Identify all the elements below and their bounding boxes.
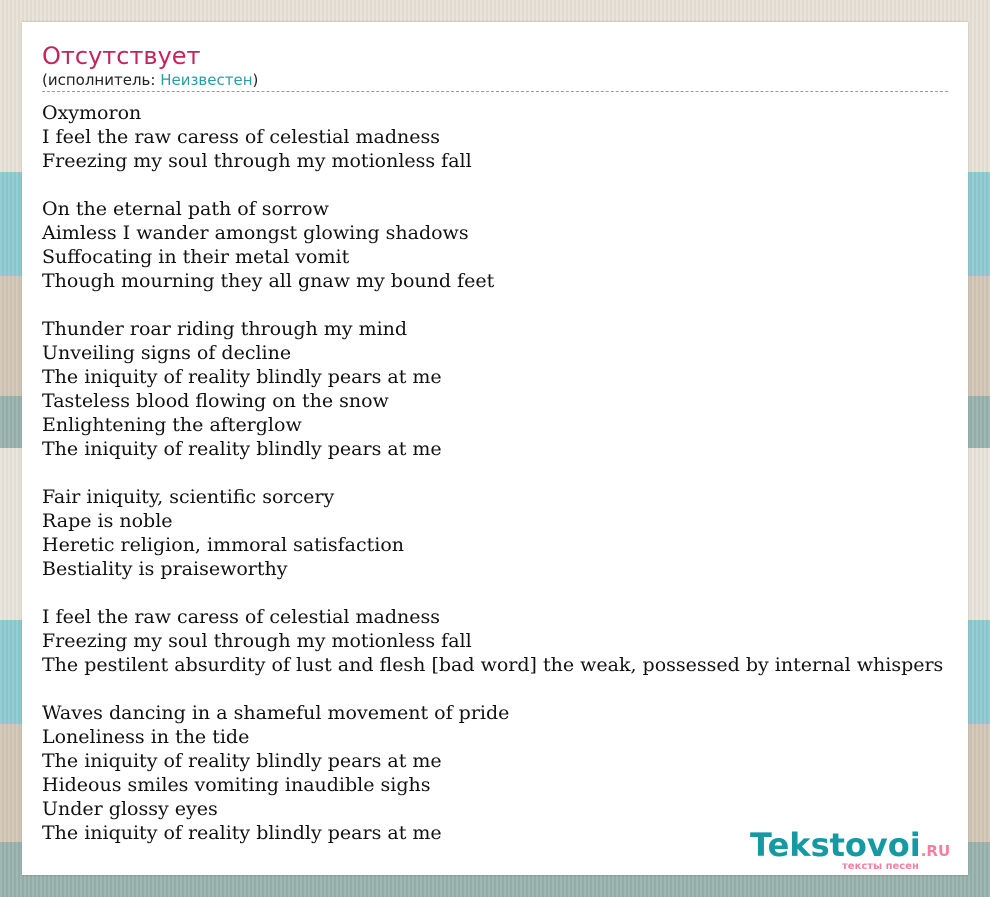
lyrics-line: The iniquity of reality blindly pears at me xyxy=(42,438,442,460)
lyrics-blank-line xyxy=(42,461,943,485)
lyrics-line: Though mourning they all gnaw my bound feet xyxy=(42,270,495,292)
lyrics-line: The iniquity of reality blindly pears at me xyxy=(42,822,442,844)
lyrics-line: Enlightening the afterglow xyxy=(42,414,302,436)
lyrics-line: Suffocating in their metal vomit xyxy=(42,246,350,268)
logo-tagline: тексты песен xyxy=(842,861,919,872)
lyrics-line: Rape is noble xyxy=(42,510,173,532)
lyrics-line: I feel the raw caress of celestial madness xyxy=(42,126,440,148)
lyrics-text xyxy=(42,101,943,845)
lyrics-blank-line xyxy=(42,173,943,197)
lyrics-card xyxy=(22,22,968,875)
lyrics-line: The pestilent absurdity of lust and flesh [bad word] the weak, possessed by internal whispers xyxy=(42,654,944,676)
site-logo[interactable] xyxy=(750,827,960,873)
lyrics-line: Loneliness in the tide xyxy=(42,726,250,748)
lyrics-line: Unveiling signs of decline xyxy=(42,342,292,364)
lyrics-line: Aimless I wander amongst glowing shadows xyxy=(42,222,469,244)
lyrics-line: Fair iniquity, scientific sorcery xyxy=(42,486,335,508)
lyrics-blank-line xyxy=(42,677,943,701)
lyrics-line: Thunder roar riding through my mind xyxy=(42,318,408,340)
lyrics-line: The iniquity of reality blindly pears at me xyxy=(42,750,442,772)
logo-tld: .RU xyxy=(920,842,951,860)
lyrics-line: Tasteless blood flowing on the snow xyxy=(42,390,389,412)
lyrics-line: Hideous smiles vomiting inaudible sighs xyxy=(42,774,431,796)
lyrics-blank-line xyxy=(42,293,943,317)
lyrics-line: Freezing my soul through my motionless fall xyxy=(42,150,472,172)
lyrics-line: I feel the raw caress of celestial madness xyxy=(42,606,440,628)
lyrics-line: Oxymoron xyxy=(42,102,142,124)
artist-prefix: (исполнитель: xyxy=(42,71,161,89)
lyrics-line: Freezing my soul through my motionless fall xyxy=(42,630,472,652)
artist-line xyxy=(42,71,948,92)
artist-suffix: ) xyxy=(252,71,259,89)
lyrics-line: Waves dancing in a shameful movement of pride xyxy=(42,702,510,724)
lyrics-line: Heretic religion, immoral satisfaction xyxy=(42,534,405,556)
lyrics-line: Bestiality is praiseworthy xyxy=(42,558,288,580)
logo-name: Tekstovoi xyxy=(750,826,921,864)
song-title: Отсутствует xyxy=(42,42,201,70)
lyrics-line: The iniquity of reality blindly pears at me xyxy=(42,366,442,388)
lyrics-blank-line xyxy=(42,581,943,605)
lyrics-line: On the eternal path of sorrow xyxy=(42,198,329,220)
lyrics-line: Under glossy eyes xyxy=(42,798,218,820)
artist-link[interactable]: Неизвестен xyxy=(160,71,253,89)
